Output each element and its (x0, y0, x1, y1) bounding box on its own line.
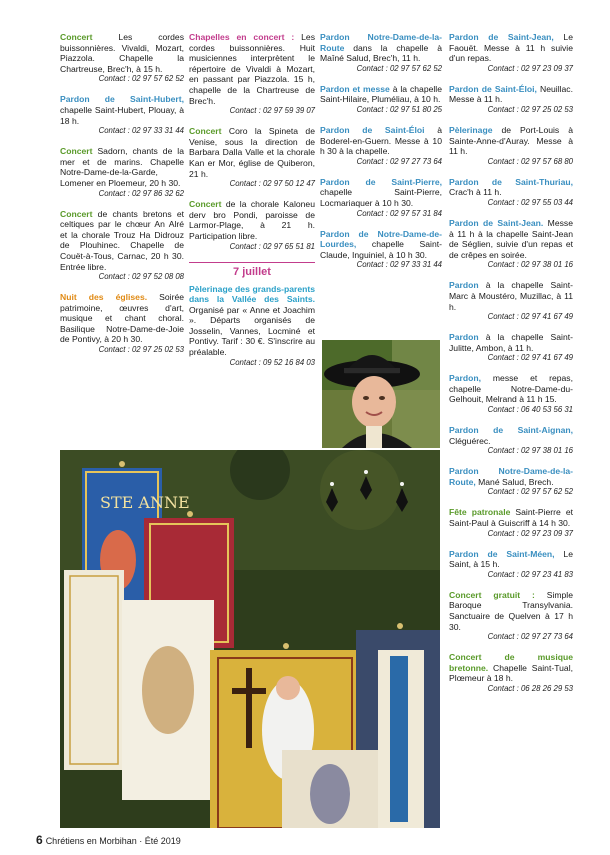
event-title: Pardon de Saint-Hubert, (60, 94, 184, 105)
event-text (449, 507, 573, 528)
event-contact: Contact : 02 97 57 62 52 (98, 74, 184, 84)
event-title: Concert (60, 208, 93, 219)
event-entry (60, 146, 184, 198)
event-title: Concert (60, 146, 93, 157)
event-title: Concert (60, 32, 93, 42)
event-title: Pardon, (449, 373, 481, 384)
event-contact: Contact : 02 97 33 31 44 (356, 260, 442, 270)
event-contact: Contact : 02 97 27 73 64 (356, 156, 442, 166)
event-contact: Contact : 02 97 27 73 64 (487, 632, 573, 642)
event-entry (60, 292, 184, 355)
event-description: Le Faouët. Messe à 11 h suivie d'un repas. (449, 32, 573, 64)
event-description: de la chorale Kaloneu derv bro Pondi, paroisse de Larmor-Plage, à 21 h. Participation libre. (189, 199, 315, 241)
event-text (449, 332, 573, 353)
event-description: à la chapelle Saint-Marc à Moustéro, Muzillac, à 11 h. (449, 280, 573, 312)
event-entry (320, 125, 442, 167)
event-title: Nuit des églises. (60, 292, 148, 303)
event-text (449, 549, 573, 570)
event-title: Pardon Notre-Dame-de-la-Route (320, 32, 442, 53)
date-heading: 7 juillet (189, 262, 315, 278)
event-entry (449, 549, 573, 580)
event-entry (320, 32, 442, 74)
event-entry (189, 126, 315, 189)
event-title: Pardon Notre-Dame-de-la-Route, (449, 466, 573, 487)
event-entry (449, 425, 573, 456)
event-contact: Contact : 02 97 52 08 08 (98, 272, 184, 282)
event-title: Pardon (449, 332, 479, 343)
event-title: Pardon de Saint-Éloi, (449, 83, 537, 94)
event-text (189, 126, 315, 179)
event-description: à Boderel-en-Guern. Messe à 10 h 30 à la chapelle. (320, 124, 442, 157)
event-entry (449, 280, 573, 322)
event-contact: Contact : 02 97 50 12 47 (229, 179, 315, 189)
event-description: Sadorn, chants de la mer et de marins. Chapelle Notre-Dame-de-la-Garde, Lomener en Ploemeur, 20 h 30. (60, 146, 184, 188)
event-entry (60, 32, 184, 84)
event-text (449, 32, 573, 64)
event-entry (189, 199, 315, 251)
event-description: Simple Baroque Transylvania. Sanctuaire de Quelven à 17 h 30. (449, 589, 573, 632)
event-entry (449, 332, 573, 363)
banner-ste-anne-text: STE ANNE (100, 493, 190, 512)
event-contact: Contact : 02 97 57 68 80 (487, 156, 573, 166)
event-description: Soirée patrimoine, œuvres d'art, musique et chant choral. Basilique Notre-Dame-de-Joie de Pontivy, à 20 h 30. (60, 292, 184, 345)
column-4 (449, 32, 573, 704)
event-title: Pardon de Saint-Jean, (449, 32, 554, 42)
event-description: de Port-Louis à Sainte-Anne-d'Auray. Messe à 11 h. (449, 124, 573, 157)
event-contact: Contact : 02 97 86 32 62 (98, 188, 184, 198)
event-text (449, 590, 573, 632)
event-contact: Contact : 02 97 23 41 83 (487, 569, 573, 579)
column-2-entries (189, 32, 315, 252)
event-description: Messe à 11 h à la chapelle Saint-Jean de Séglien, suivie d'un repas et de crêpes en soirée. (449, 217, 573, 260)
event-entry (449, 84, 573, 115)
event-description: à la chapelle Saint-Julitte, Ambon, à 11 h. (449, 332, 573, 353)
event-title: Pardon de Saint-Pierre, (320, 176, 442, 187)
event-title: Fête patronale (449, 507, 511, 518)
event-contact: Contact : 02 97 51 80 25 (356, 104, 442, 114)
event-entry (449, 652, 573, 694)
event-contact: Contact : 06 28 26 29 53 (487, 683, 573, 693)
event-text (60, 292, 184, 345)
event-description: chapelle Saint-Claude, Inguiniel, à 10 h 30. (320, 239, 442, 260)
event-title: Pardon de Saint-Méen, (449, 548, 555, 559)
event-text (60, 146, 184, 188)
event-title: Pardon de Saint-Aignan, (449, 425, 573, 436)
event-description: Le Saint, à 15 h. (449, 548, 573, 570)
event-entry (320, 229, 442, 271)
event-description: Mané Salud, Brech. (475, 476, 554, 487)
event-text (449, 177, 573, 198)
event-entry (449, 125, 573, 167)
event-title: Pardon (449, 280, 479, 291)
event-contact: Contact : 02 97 33 31 44 (98, 126, 184, 136)
event-description: Neuillac. Messe à 11 h. (449, 83, 573, 105)
event-description: messe et repas, chapelle Notre-Dame-du-Gelhouit, Melrand à 11 h 15. (449, 373, 573, 405)
event-contact: Contact : 02 97 55 03 44 (487, 197, 573, 207)
event-entry (189, 32, 315, 116)
column-2 (189, 32, 315, 378)
event-contact: Contact : 02 97 23 09 37 (487, 63, 573, 73)
event-text (449, 218, 573, 260)
event-contact: Contact : 02 97 59 39 07 (229, 106, 315, 116)
event-title: Concert de musique bretonne. (449, 652, 573, 673)
event-text (320, 84, 442, 105)
event-text (320, 125, 442, 157)
event-title: Pèlerinage des grands-parents dans la Vallée des Saints. (189, 283, 315, 305)
event-entry (449, 218, 573, 270)
event-contact: Contact : 09 52 16 84 03 (229, 357, 315, 367)
event-description: Les cordes buissonnières. Huit musiciennes interprètent le répertoire de Vivaldi à Mozart, en passant par Piazzola. 15 h, chapelle de la Chartreuse de Brec'h. (189, 32, 315, 106)
event-description: Saint-Pierre et Saint-Paul à Guiscriff à 14 h 30. (449, 507, 573, 529)
event-entry (449, 507, 573, 538)
event-text (189, 199, 315, 241)
event-description: Les cordes buissonnières. Vivaldi, Mozart, Piazzola. Chapelle la Chartreuse, Brec'h, à 15 h. (60, 32, 184, 74)
event-text (189, 284, 315, 358)
event-contact: Contact : 02 97 41 67 49 (487, 312, 573, 322)
page-footer (36, 833, 181, 847)
event-title: Chapelles en concert : (189, 32, 295, 42)
child-photo (322, 340, 440, 448)
event-text (449, 373, 573, 405)
event-entry (449, 32, 573, 74)
event-contact: Contact : 02 97 57 62 52 (487, 487, 573, 497)
event-entry (449, 373, 573, 415)
event-description: dans la chapelle à Maîné Salud, Brec'h, 11 h. (320, 42, 442, 64)
event-text (60, 32, 184, 74)
event-text (449, 652, 573, 684)
event-contact: Contact : 06 40 53 56 31 (487, 405, 573, 415)
event-text (449, 466, 573, 487)
event-text (60, 94, 184, 126)
event-contact: Contact : 02 97 65 51 81 (229, 241, 315, 251)
column-1 (60, 32, 184, 365)
event-description: chapelle Saint-Pierre, Locmariaquer à 10 h 30. (320, 187, 442, 208)
event-entry (320, 177, 442, 219)
event-entry (189, 284, 315, 368)
event-title: Pardon et messe (320, 83, 390, 94)
event-text (449, 125, 573, 157)
event-title: Pardon de Saint-Thuriau, (449, 176, 573, 187)
event-text (320, 229, 442, 261)
event-text (449, 84, 573, 105)
event-title: Pardon de Saint-Jean. (449, 217, 544, 228)
event-text (449, 425, 573, 446)
magazine-title: Chrétiens en Morbihan · Été 2019 (45, 836, 181, 846)
event-text (320, 32, 442, 64)
event-text (189, 32, 315, 106)
event-title: Concert (189, 126, 222, 137)
event-entry (60, 209, 184, 283)
event-title: Pardon de Notre-Dame-de-Lourdes, (320, 228, 442, 250)
event-entry (449, 590, 573, 642)
event-title: Concert gratuit : (449, 589, 535, 600)
event-entry (320, 84, 442, 115)
event-title: Concert (189, 199, 222, 210)
event-text (60, 209, 184, 273)
event-contact: Contact : 02 97 23 09 37 (487, 528, 573, 538)
event-description: de chants bretons et celtiques par le chœur An Alré et la chorale Trouz Ha Didrouz de Plouhinec. Chapelle de Couët-à-Tous, Carnac, 20 h 30. Entrée libre. (60, 208, 184, 272)
event-description: à la chapelle Saint-Hilaire, Pluméliau, à 10 h. (320, 83, 442, 105)
event-description: Crac'h à 11 h. (449, 187, 502, 198)
event-description: Chapelle Saint-Tual, Plœmeur à 18 h. (449, 662, 573, 684)
event-text (449, 280, 573, 312)
event-description: Cléguérec. (449, 435, 491, 446)
event-entry (60, 94, 184, 136)
event-description: Organisé par « Anne et Joachim ». Départs organisés de Josselin, Vannes, Locminé et Pontivy. Tarif : 30 €. S'inscrire au préalable. (189, 304, 315, 358)
event-contact: Contact : 02 97 25 02 53 (487, 104, 573, 114)
column-3 (320, 32, 442, 280)
event-contact: Contact : 02 97 57 62 52 (356, 63, 442, 73)
event-entry (449, 177, 573, 208)
banners-photo (60, 450, 440, 828)
event-title: Pèlerinage (449, 124, 493, 135)
event-text (320, 177, 442, 209)
event-description: chapelle Saint-Hubert, Plouay, à 18 h. (60, 104, 184, 126)
event-title: Pardon de Saint-Éloi (320, 124, 425, 135)
event-contact: Contact : 02 97 25 02 53 (98, 345, 184, 355)
page-number: 6 (36, 833, 43, 847)
event-description: Coro la Spineta de Venise, sous la direction de Barbara Dalla Valle et la chorale Kan er Mor, église de Quiberon, 21 h. (189, 126, 315, 179)
event-contact: Contact : 02 97 38 01 16 (487, 260, 573, 270)
event-entry (449, 466, 573, 497)
event-contact: Contact : 02 97 41 67 49 (487, 353, 573, 363)
column-2-entries-after (189, 284, 315, 368)
event-contact: Contact : 02 97 38 01 16 (487, 446, 573, 456)
event-contact: Contact : 02 97 57 31 84 (356, 208, 442, 218)
